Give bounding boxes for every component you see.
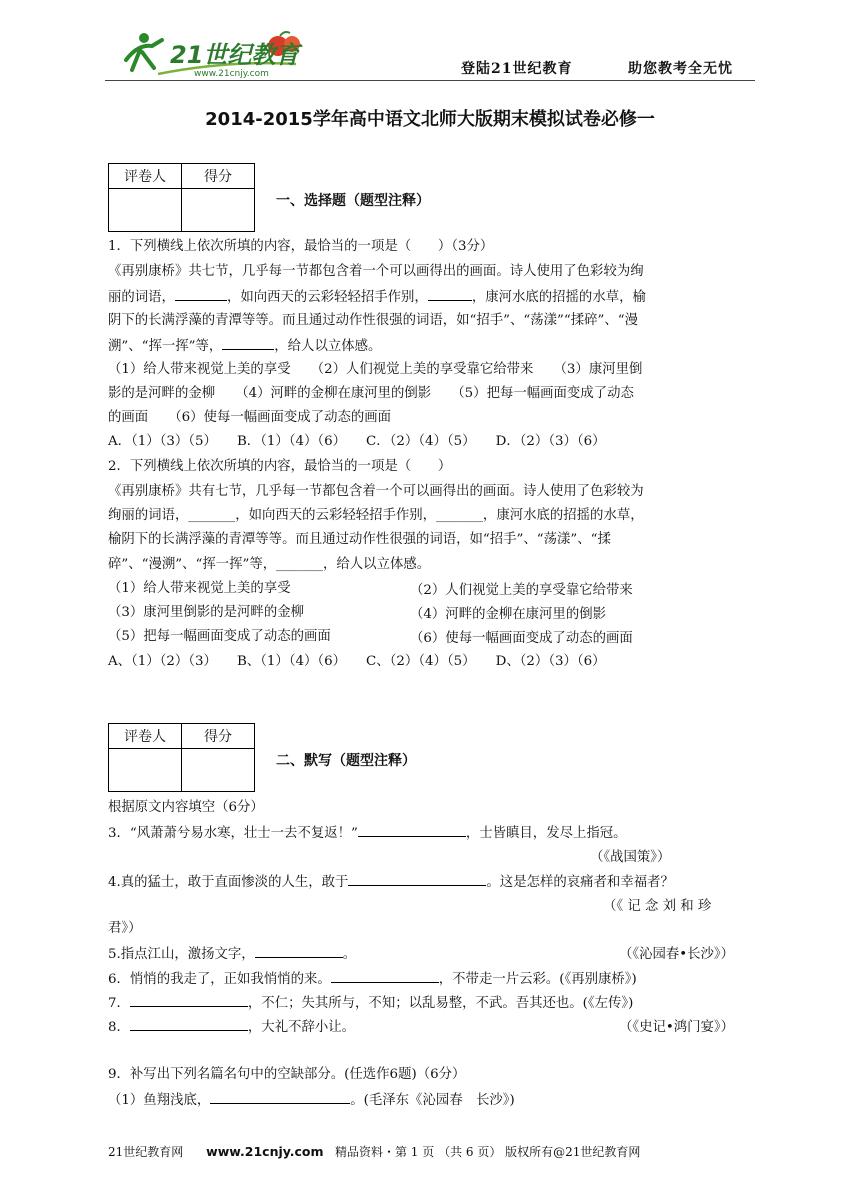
text-segment: （1）鱼翔浅底， [108, 1093, 211, 1108]
question-7 [108, 992, 633, 1013]
grader-cell[interactable] [109, 749, 182, 792]
question-1-text-line [108, 286, 646, 307]
question-2-option: （4）河畔的金柳在康河里的倒影 [410, 607, 606, 622]
text-segment: ，大礼不辞小让。 [247, 1020, 356, 1035]
question-1-text-line: 阴下的长满浮藻的青潭等等。而且通过动作性很强的词语，如“招手”、“荡漾”“揉碎”、“漫 [108, 313, 638, 328]
question-5-source: （《沁园春•长沙》） [619, 947, 735, 962]
question-3 [108, 822, 627, 843]
text-segment: ，不带走一片云彩。(《再别康桥》) [438, 972, 637, 987]
text-segment: ，给人以立体感。 [274, 339, 382, 354]
question-4 [108, 871, 674, 892]
question-2-option: （5）把每一幅画面变成了动态的画面 [108, 629, 331, 644]
logo-text: 21世纪教育 [170, 41, 300, 69]
question-2-option: （1）给人带来视觉上美的享受 [108, 581, 291, 596]
score-table-2 [108, 723, 255, 792]
fill-blank[interactable] [130, 1016, 248, 1031]
question-4-source: （《 记 念 刘 和 珍 [603, 899, 712, 914]
logo-graphic [118, 30, 303, 80]
fill-blank[interactable] [130, 992, 248, 1007]
question-1-options: 影的是河畔的金柳 （4）河畔的金柳在康河里的倒影 （5）把每一幅画面变成了动态 [108, 386, 634, 401]
page-title: 2014-2015学年高中语文北师大版期末模拟试卷必修一 [205, 109, 655, 130]
question-1-text-line [108, 335, 381, 356]
fill-blank[interactable] [358, 822, 466, 837]
grader-cell[interactable] [109, 189, 182, 232]
text-segment: 6．悄悄的我走了，正如我悄悄的来。 [108, 972, 331, 987]
question-2-text-line: 绚丽的词语，_______，如向西天的云彩轻轻招手作别，_______，康河水底的招摇的水草， [108, 508, 644, 523]
fill-blank[interactable] [175, 286, 227, 301]
question-2: 2．下列横线上依次所填的内容，最恰当的一项是（ ） [108, 459, 452, 474]
question-2-option: （2）人们视觉上美的享受靠它给带来 [410, 583, 633, 598]
question-5 [108, 943, 356, 964]
fill-blank[interactable] [222, 335, 274, 350]
text-segment: 7． [108, 996, 130, 1011]
text-segment: ，康河水底的招摇的水草，榆 [471, 290, 646, 305]
text-segment: 。这是怎样的哀痛者和幸福者？ [486, 875, 674, 890]
question-2-answers: A、（1）（2）（3） B、（1）（4）（6） C、（2）（4）（5） D、（2）（3）（6） [108, 654, 606, 669]
text-segment: 4.真的猛士，敢于直面惨淡的人生，敢于 [108, 875, 349, 890]
page-footer [108, 1143, 640, 1160]
grader-header: 评卷人 [109, 724, 182, 749]
fill-blank[interactable] [255, 943, 343, 958]
question-3-source: （《战国策》） [590, 850, 671, 865]
text-segment: 8． [108, 1020, 130, 1035]
text-segment: 溯”、“挥一挥”等， [108, 339, 223, 354]
question-2-option: （3）康河里倒影的是河畔的金柳 [108, 605, 304, 620]
question-8 [108, 1016, 355, 1037]
text-segment: 3．“风萧萧兮易水寒，壮士一去不复返！” [108, 826, 358, 841]
question-4-source: 君》） [108, 921, 142, 936]
footer-url-link[interactable]: www.21cnjy.com [206, 1144, 324, 1159]
question-1-options: （1）给人带来视觉上美的享受 （2）人们视觉上美的享受靠它给带来 （3）康河里倒 [108, 362, 643, 377]
grader-header: 评卷人 [109, 164, 182, 189]
fill-blank[interactable] [210, 1089, 350, 1104]
header-slogan-left: 登陆21世纪教育 [461, 61, 573, 77]
question-1-options: 的画面 （6）使每一幅画面变成了动态的画面 [108, 410, 392, 425]
score-header: 得分 [182, 724, 255, 749]
score-table-1 [108, 163, 255, 232]
text-segment: 。(毛泽东《沁园春 长沙》) [350, 1093, 515, 1108]
score-header: 得分 [182, 164, 255, 189]
score-cell[interactable] [182, 189, 255, 232]
fill-blank[interactable] [428, 286, 472, 301]
question-9: 9．补写出下列名篇名句中的空缺部分。(任选作6题)（6分） [108, 1067, 466, 1082]
text-segment: ，士皆瞋目，发尽上指冠。 [465, 826, 627, 841]
logo-url: www.21cnjy.com [194, 69, 269, 79]
question-1: 1．下列横线上依次所填的内容，最恰当的一项是（ ）（3分） [108, 239, 494, 254]
footer-site-name: 21世纪教育网 [108, 1145, 184, 1159]
section-heading-2: 二、默写（题型注释） [276, 753, 416, 769]
question-2-text-line: 《再别康桥》共有七节，几乎每一节都包含着一个可以画得出的画面。诗人使用了色彩较为 [108, 484, 644, 499]
score-cell[interactable] [182, 749, 255, 792]
footer-page-info: 精品资料・第 1 页 （共 6 页） 版权所有@21世纪教育网 [334, 1145, 641, 1159]
fill-blank[interactable] [348, 871, 486, 886]
text-segment: 丽的词语， [108, 290, 175, 305]
question-9-item-1 [108, 1089, 515, 1110]
question-1-answers: A．（1）（3）（5） B．（1）（4）（6） C．（2）（4）（5） D．（2）（3）（6） [108, 434, 606, 449]
site-logo [118, 30, 303, 80]
question-6 [108, 968, 637, 989]
section-2-intro: 根据原文内容填空（6分） [108, 800, 264, 815]
question-1-text-line: 《再别康桥》共七节，几乎每一节都包含着一个可以画得出的画面。诗人使用了色彩较为绚 [108, 264, 644, 279]
question-2-option: （6）使每一幅画面变成了动态的画面 [410, 631, 633, 646]
question-2-text-line: 碎”、“漫溯”、“挥一挥”等，_______，给人以立体感。 [108, 557, 431, 572]
text-segment: ，如向西天的云彩轻轻招手作别， [226, 290, 428, 305]
text-segment: 5.指点江山，激扬文字， [108, 947, 255, 962]
question-2-text-line: 榆阴下的长满浮藻的青潭等等。而且通过动作性很强的词语，如“招手”、“荡漾”、“揉 [108, 532, 611, 547]
fill-blank[interactable] [331, 968, 439, 983]
text-segment: 。 [342, 947, 357, 962]
question-8-source: （《史记•鸿门宴》） [619, 1020, 735, 1035]
header-slogan-right: 助您教考全无忧 [628, 61, 733, 77]
header-divider [105, 80, 755, 81]
section-heading-1: 一、选择题（题型注释） [276, 193, 430, 209]
text-segment: ，不仁；失其所与，不知；以乱易整，不武。吾其还也。(《左传》) [247, 996, 634, 1011]
